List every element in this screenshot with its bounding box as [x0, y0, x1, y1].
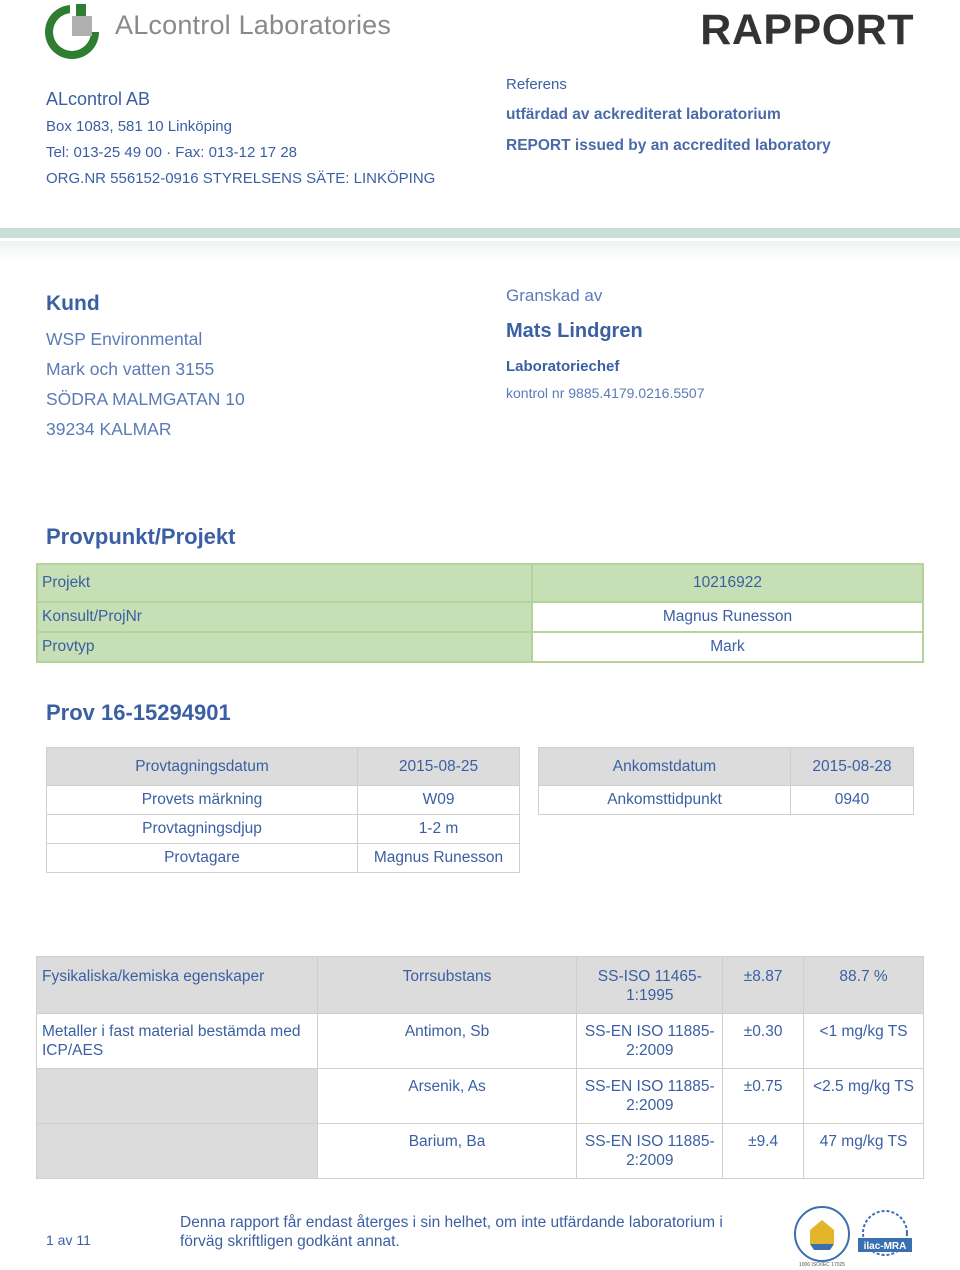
company-org: ORG.NR 556152-0916 STYRELSENS SÄTE: LINKÖPING	[46, 170, 436, 187]
sample-key: Provtagningsdjup	[47, 815, 358, 844]
table-row	[37, 564, 923, 602]
project-value: Magnus Runesson	[532, 602, 923, 632]
table-row	[47, 815, 520, 844]
reviewer-name: Mats Lindgren	[506, 320, 643, 342]
result-method: SS-ISO 11465-1:1995	[577, 957, 723, 1014]
project-table	[36, 563, 924, 663]
table-row	[37, 1014, 924, 1069]
customer-line: 39234 KALMAR	[46, 419, 172, 439]
ilac-mra-icon	[854, 1208, 916, 1266]
project-value: 10216922	[532, 564, 923, 602]
sample-value: 1-2 m	[358, 815, 520, 844]
result-uncertainty: ±8.87	[723, 957, 804, 1014]
reviewer-control-number: kontrol nr 9885.4179.0216.5507	[506, 385, 705, 401]
result-value: <2.5 mg/kg TS	[804, 1069, 924, 1124]
customer-line: Mark och vatten 3155	[46, 359, 215, 379]
reviewer-block	[506, 286, 705, 401]
logo-mark-icon	[40, 2, 112, 62]
result-method: SS-EN ISO 11885-2:2009	[577, 1124, 723, 1179]
result-value: 88.7 %	[804, 957, 924, 1014]
reviewer-role: Laboratoriechef	[506, 358, 620, 375]
sample-value: Magnus Runesson	[358, 844, 520, 873]
project-section-title: Provpunkt/Projekt	[46, 524, 236, 549]
customer-line: SÖDRA MALMGATAN 10	[46, 389, 245, 409]
table-row	[47, 844, 520, 873]
result-group	[37, 1124, 318, 1179]
result-method: SS-EN ISO 11885-2:2009	[577, 1069, 723, 1124]
project-value: Mark	[532, 632, 923, 662]
table-row	[37, 632, 923, 662]
company-address: Box 1083, 581 10 Linköping	[46, 118, 232, 135]
result-parameter: Arsenik, As	[317, 1069, 577, 1124]
swedac-number: 1006 ISO/IEC 17025	[798, 1262, 846, 1268]
table-row	[47, 748, 520, 786]
sample-key: Provtagningsdatum	[47, 748, 358, 786]
sample-key: Provets märkning	[47, 786, 358, 815]
result-method: SS-EN ISO 11885-2:2009	[577, 1014, 723, 1069]
ilac-label: ilac-MRA	[863, 1241, 907, 1252]
sample-section-title: Prov 16-15294901	[46, 700, 231, 725]
arrival-info-table	[538, 747, 914, 815]
result-parameter: Antimon, Sb	[317, 1014, 577, 1069]
results-table	[36, 956, 924, 1179]
table-row	[47, 786, 520, 815]
header-divider	[0, 228, 960, 238]
footer-note: Denna rapport får endast återges i sin helhet, om inte utfärdande laboratorium i förväg skriftligen godkänt annat.	[180, 1214, 723, 1250]
arrival-key: Ankomsttidpunkt	[539, 786, 791, 815]
customer-line: WSP Environmental	[46, 329, 203, 349]
arrival-value: 0940	[791, 786, 914, 815]
document-type: RAPPORT	[700, 6, 914, 54]
table-row	[539, 748, 914, 786]
result-group: Fysikaliska/kemiska egenskaper	[37, 957, 318, 1014]
reference-label: Referens	[506, 76, 567, 93]
result-uncertainty: ±0.30	[723, 1014, 804, 1069]
project-key: Projekt	[37, 564, 532, 602]
sample-value: W09	[358, 786, 520, 815]
result-uncertainty: ±0.75	[723, 1069, 804, 1124]
reference-line-en: REPORT issued by an accredited laboratory	[506, 137, 831, 154]
arrival-key: Ankomstdatum	[539, 748, 791, 786]
company-phone: Tel: 013-25 49 00 · Fax: 013-12 17 28	[46, 144, 298, 161]
table-row	[539, 786, 914, 815]
reference-block	[506, 76, 831, 168]
project-key: Provtyp	[37, 632, 532, 662]
reference-line-sv: utfärdad av ackrediterat laboratorium	[506, 106, 781, 123]
company-name: ALcontrol AB	[46, 89, 151, 109]
table-row	[37, 957, 924, 1014]
sample-info-table	[46, 747, 520, 873]
result-value: <1 mg/kg TS	[804, 1014, 924, 1069]
company-info	[46, 86, 435, 192]
page-number: 1 av 11	[46, 1232, 91, 1248]
header-divider-shade	[0, 241, 960, 261]
result-uncertainty: ±9.4	[723, 1124, 804, 1179]
table-row	[37, 1069, 924, 1124]
project-key: Konsult/ProjNr	[37, 602, 532, 632]
swedac-accreditation-icon	[792, 1204, 852, 1268]
company-logo	[40, 2, 392, 62]
customer-block	[46, 292, 245, 444]
sample-value: 2015-08-25	[358, 748, 520, 786]
table-row	[37, 1124, 924, 1179]
result-group	[37, 1069, 318, 1124]
result-value: 47 mg/kg TS	[804, 1124, 924, 1179]
arrival-value: 2015-08-28	[791, 748, 914, 786]
result-parameter: Torrsubstans	[317, 957, 577, 1014]
table-row	[37, 602, 923, 632]
result-parameter: Barium, Ba	[317, 1124, 577, 1179]
customer-heading: Kund	[46, 292, 100, 315]
result-group: Metaller i fast material bestämda med ICP/AES	[37, 1014, 318, 1069]
logo-text: ALcontrol Laboratories	[115, 10, 392, 40]
reviewer-label: Granskad av	[506, 286, 603, 305]
sample-key: Provtagare	[47, 844, 358, 873]
